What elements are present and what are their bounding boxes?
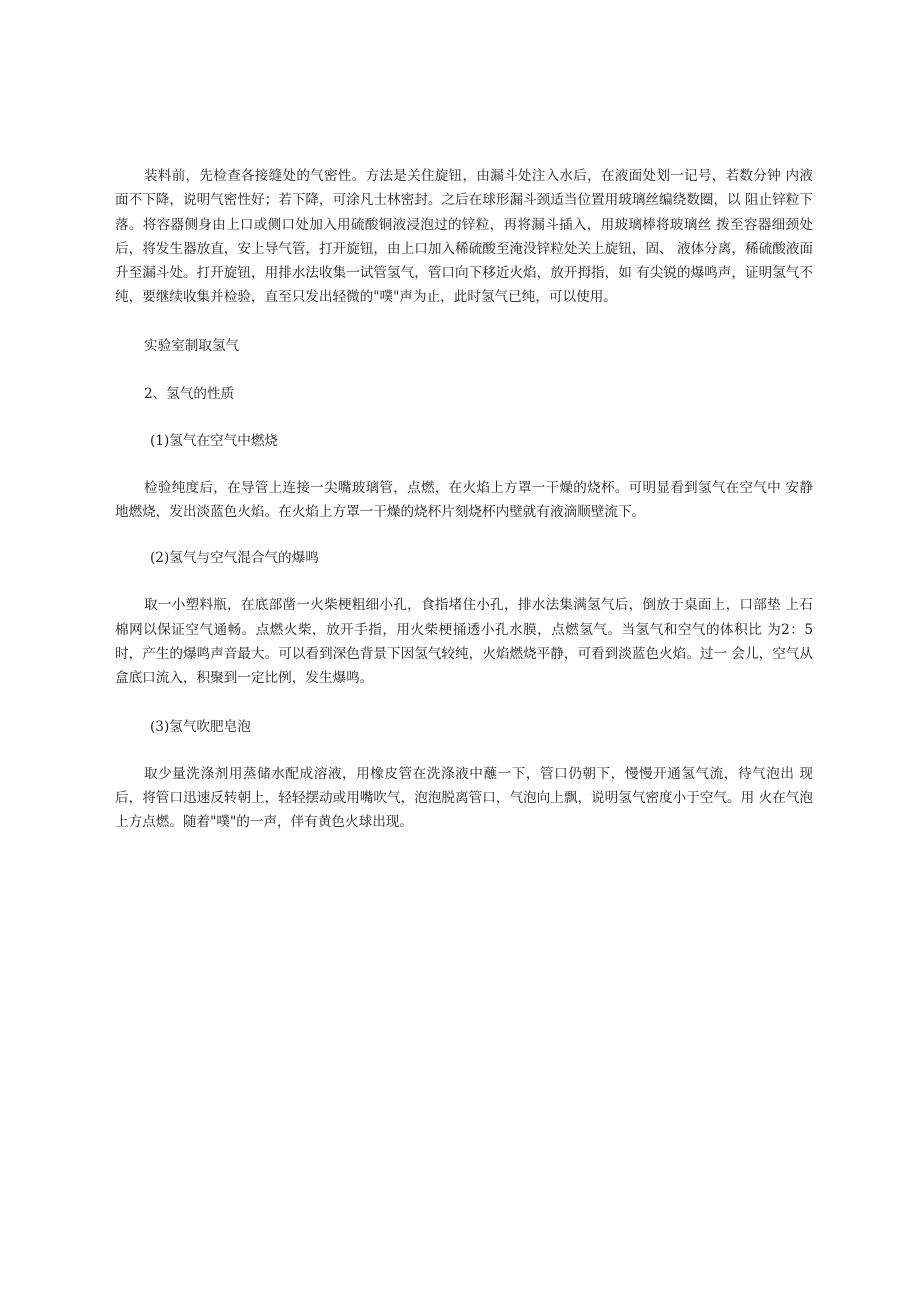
section-heading-hydrogen-properties: 2、氢气的性质 (144, 385, 235, 402)
document-page (115, 164, 813, 834)
paragraph-hydrogen-combustion: 检验纯度后，在导管上连接一尖嘴玻璃管，点燃，在火焰上方罩一干燥的烧杯。可明显看到氢气在空气中 安静地燃烧，发出淡蓝色火焰。在火焰上方罩一干燥的烧杯片刻烧杯内壁就有液滴顺壁流下。 (115, 479, 813, 521)
caption-lab-hydrogen-preparation: 实验室制取氢气 (144, 337, 240, 354)
paragraph-gas-tightness-check: 装料前，先检查各接缝处的气密性。方法是关住旋钮，由漏斗处注入水后，在液面处划一记号，若数分钟 内液面不下降，说明气密性好；若下降，可涂凡士林密封。之后在球形漏斗颈适当位置用玻璃丝编绕数圈，以 阻止锌粒下落。将容器侧身由上口或侧口处加入用硫酸铜液浸泡过的锌粒，再将漏斗插入，用玻璃棒将玻璃丝 拨至容器细颈处后，将发生器放直，安上导气管，打开旋钮，由上口加入稀硫酸至淹没锌粒处关上旋钮，固、 液体分离，稀硫酸液面升至漏斗处。打开旋钮，用排水法收集一试管氢气，管口向下移近火焰，放开拇指，如 有尖锐的爆鸣声，证明氢气不纯，要继续收集并检验，直至只发出轻微的"噗"声为止，此时氢气已纯，可以使用。 (115, 168, 813, 306)
paragraph-hydrogen-air-explosion: 取一小塑料瓶，在底部凿一火柴梗粗细小孔，食指堵住小孔，排水法集满氢气后，倒放于桌面上，口部垫 上石棉网以保证空气通畅。点燃火柴，放开手指，用火柴梗捅透小孔水膜，点燃氢气。当氢气和空气的体积比 为2：5时，产生的爆鸣声音最大。可以看到深色背景下因氢气较纯，火焰燃烧平静，可看到淡蓝色火焰。过一 会儿，空气从盒底口流入，积聚到一定比例，发生爆鸣。 (115, 597, 813, 687)
subheading-hydrogen-soap-bubbles: (3)氢气吹肥皂泡 (150, 718, 251, 735)
paragraph-hydrogen-soap-bubbles: 取少量洗涤剂用蒸储水配成溶液，用橡皮管在洗涤液中蘸一下，管口仍朝下，慢慢开通氢气流，待气泡出 现后，将管口迅速反转朝上，轻轻摆动或用嘴吹气，泡泡脱离管口，气泡向上飘，说明氢气密度小于空气。用 火在气泡上方点燃。随着"噗"的一声，伴有黄色火球出现。 (115, 765, 813, 831)
subheading-hydrogen-combustion: (1)氢气在空气中燃烧 (150, 432, 279, 449)
subheading-hydrogen-air-explosion: (2)氢气与空气混合气的爆鸣 (150, 550, 319, 567)
